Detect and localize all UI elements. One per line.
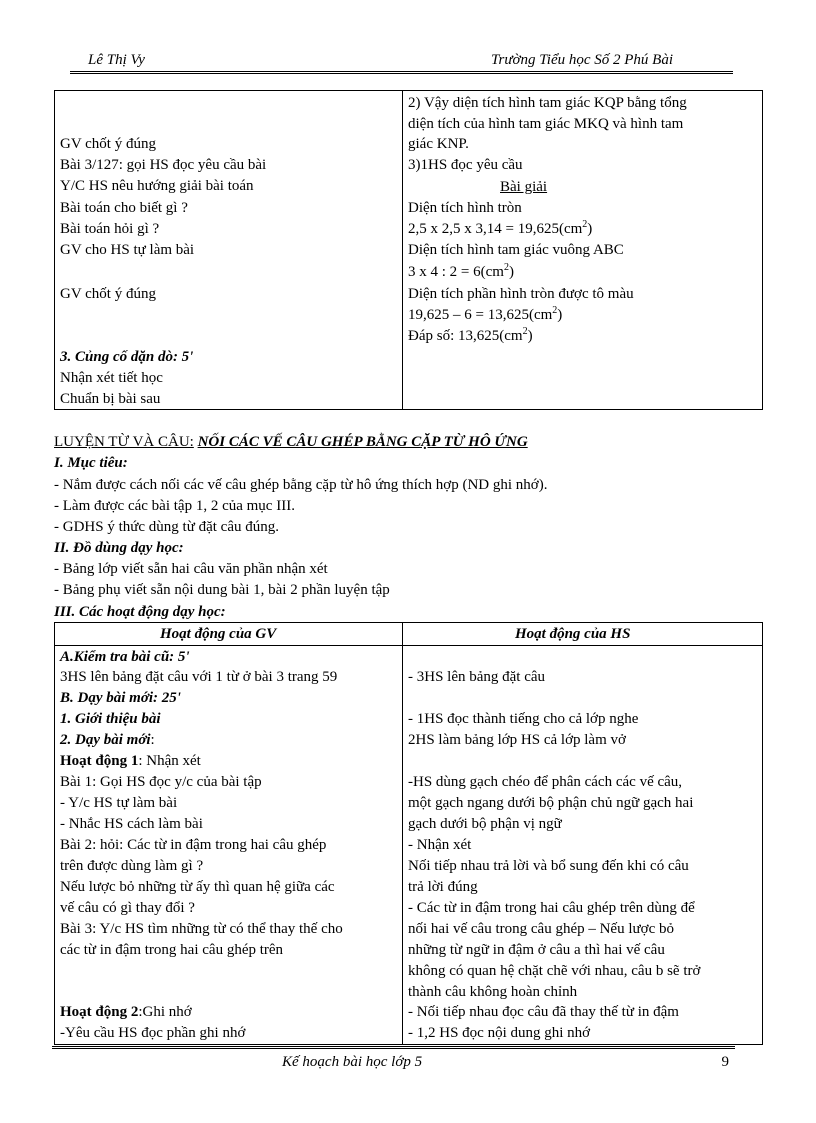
hs-line: - 1HS đọc thành tiếng cho cả lớp nghe — [408, 711, 639, 727]
solution-line: 2) Vậy diện tích hình tam giác KQP bằng tổng — [408, 95, 687, 111]
gv-line: trên được dùng làm gì ? — [60, 858, 204, 874]
solution-line: diện tích của hình tam giác MKQ và hình tam — [408, 116, 684, 132]
top-left-line: GV chốt ý đúng — [60, 136, 156, 152]
solution-title: Bài giải — [500, 179, 548, 195]
gv-line: - Y/c HS tự làm bài — [60, 795, 178, 811]
formula-close: ) — [587, 221, 593, 237]
formula-close: ) — [508, 264, 514, 280]
gv-heading-line — [60, 1002, 192, 1022]
formula-text: 3 x 4 : 2 = 6(cm — [408, 264, 504, 280]
hs-line: - Các từ in đậm trong hai câu ghép trên dùng để — [408, 900, 695, 916]
author-name: Lê Thị Vy — [88, 52, 145, 68]
section-objectives: I. Mục tiêu: — [54, 455, 128, 471]
solution-line: giác KNP. — [408, 136, 469, 152]
section-activities: III. Các hoạt động dạy học: — [54, 604, 226, 620]
activity-label: Hoạt động 1 — [60, 753, 139, 769]
hs-line: nối hai vế câu trong câu ghép – Nếu lược bỏ — [408, 921, 674, 937]
column-head-gv: Hoạt động của GV — [160, 626, 277, 642]
activities-divider — [402, 622, 403, 1044]
solution-formula — [408, 262, 514, 282]
solution-line: Diện tích hình tam giác vuông ABC — [408, 242, 624, 258]
gv-line: Bài 1: Gọi HS đọc y/c của bài tập — [60, 774, 262, 790]
gv-line: Bài 2: hỏi: Các từ in đậm trong hai câu ghép — [60, 837, 327, 853]
hs-line: Nối tiếp nhau trả lời và bổ sung đến khi có câu — [408, 858, 689, 874]
hs-line: -HS dùng gạch chéo để phân cách các vế câu, — [408, 774, 683, 790]
hs-line: trả lời đúng — [408, 879, 478, 895]
solution-formula — [408, 326, 533, 346]
solution-formula — [408, 305, 562, 325]
gv-line: Nếu lược bỏ những từ ấy thì quan hệ giữa các — [60, 879, 335, 895]
hs-line: thành câu không hoàn chỉnh — [408, 984, 578, 1000]
top-left-line: Nhận xét tiết học — [60, 370, 163, 386]
formula-sup: 2 — [522, 326, 528, 337]
lesson-title — [54, 433, 528, 452]
page-footer — [52, 1046, 735, 1076]
gv-line: Bài 3: Y/c HS tìm những từ có thể thay thế cho — [60, 921, 343, 937]
gv-line: - Nhắc HS cách làm bài — [60, 816, 203, 832]
top-left-line: Bài toán cho biết gì ? — [60, 200, 188, 216]
footer-rule — [52, 1046, 735, 1049]
gv-heading: 2. Dạy bài mới — [60, 732, 151, 748]
gv-line: -Yêu cầu HS đọc phần ghi nhớ — [60, 1025, 246, 1041]
material-item: - Bảng phụ viết sẵn nội dung bài 1, bài 2 phần luyện tập — [54, 582, 390, 598]
header-rule — [70, 71, 733, 74]
activity-label: Hoạt động 2 — [60, 1004, 139, 1020]
gv-heading: 1. Giới thiệu bài — [60, 711, 161, 727]
lesson-subject: LUYỆN TỪ VÀ CÂU: — [54, 434, 194, 450]
page-header — [70, 52, 733, 72]
top-left-line: Bài 3/127: gọi HS đọc yêu cầu bài — [60, 157, 267, 173]
top-left-line: Chuẩn bị bài sau — [60, 391, 161, 407]
formula-sup: 2 — [552, 305, 558, 316]
top-left-line: GV cho HS tự làm bài — [60, 242, 195, 258]
section-heading: 3. Củng cố dặn dò: 5' — [60, 349, 194, 365]
hs-line: 2HS làm bảng lớp HS cả lớp làm vở — [408, 732, 626, 748]
solution-formula — [408, 219, 592, 239]
solution-line: Diện tích hình tròn — [408, 200, 522, 216]
objective-item: - GDHS ý thức dùng từ đặt câu đúng. — [54, 519, 279, 535]
page-number: 9 — [721, 1054, 729, 1070]
formula-close: ) — [557, 307, 563, 323]
formula-text: 19,625 – 6 = 13,625(cm — [408, 307, 553, 323]
formula-sup: 2 — [503, 262, 509, 273]
gv-line: các từ in đậm trong hai câu ghép trên — [60, 942, 284, 958]
school-name: Trường Tiểu học Số 2 Phú Bài — [490, 52, 673, 68]
solution-line: Diện tích phần hình tròn được tô màu — [408, 286, 634, 302]
activity-title: : Nhận xét — [138, 753, 201, 769]
hs-line: một gạch ngang dưới bộ phận chủ ngữ gạch hai — [408, 795, 694, 811]
footer-course: Kế hoạch bài học lớp 5 — [282, 1054, 423, 1070]
top-left-line: Bài toán hỏi gì ? — [60, 221, 160, 237]
objective-item: - Làm được các bài tập 1, 2 của mục III. — [54, 498, 295, 514]
material-item: - Bảng lớp viết sẵn hai câu văn phần nhận xét — [54, 561, 328, 577]
gv-heading: B. Dạy bài mới: 25' — [60, 690, 181, 706]
gv-heading-line — [60, 751, 201, 771]
top-left-line: Y/C HS nêu hướng giải bài toán — [60, 178, 254, 194]
activity-title: :Ghi nhớ — [138, 1004, 192, 1020]
objective-item: - Nắm được cách nối các vế câu ghép bằng cặp từ hô ứng thích hợp (ND ghi nhớ). — [54, 477, 548, 493]
hs-line: những từ ngữ in đậm ở câu a thì hai vế câu — [408, 942, 665, 958]
gv-heading: A.Kiểm tra bài cũ: 5' — [60, 649, 190, 665]
column-head-hs: Hoạt động của HS — [515, 626, 631, 642]
top-table-divider — [402, 90, 403, 409]
formula-text: 2,5 x 2,5 x 3,14 = 19,625(cm — [408, 221, 583, 237]
hs-line: - 3HS lên bảng đặt câu — [408, 669, 546, 685]
formula-close: ) — [527, 328, 533, 344]
formula-text: Đáp số: 13,625(cm — [408, 328, 523, 344]
hs-line: - 1,2 HS đọc nội dung ghi nhớ — [408, 1025, 591, 1041]
activities-header-rule — [54, 645, 763, 646]
gv-heading-line — [60, 730, 155, 750]
top-left-line: GV chốt ý đúng — [60, 286, 156, 302]
lesson-name: NỐI CÁC VẾ CÂU GHÉP BẰNG CẶP TỪ HÔ ỨNG — [197, 434, 528, 450]
solution-line: 3)1HS đọc yêu cầu — [408, 157, 523, 173]
gv-line: 3HS lên bảng đặt câu với 1 từ ở bài 3 trang 59 — [60, 669, 338, 685]
hs-line: - Nhận xét — [408, 837, 472, 853]
section-materials: II. Đồ dùng dạy học: — [54, 540, 184, 556]
hs-line: gạch dưới bộ phận vị ngữ — [408, 816, 562, 832]
hs-line: không có quan hệ chặt chẽ với nhau, câu b sẽ trở — [408, 963, 701, 979]
formula-sup: 2 — [582, 219, 588, 230]
hs-line: - Nối tiếp nhau đọc câu đã thay thế từ in đậm — [408, 1004, 679, 1020]
gv-colon: : — [150, 732, 155, 748]
gv-line: vế câu có gì thay đổi ? — [60, 900, 195, 916]
